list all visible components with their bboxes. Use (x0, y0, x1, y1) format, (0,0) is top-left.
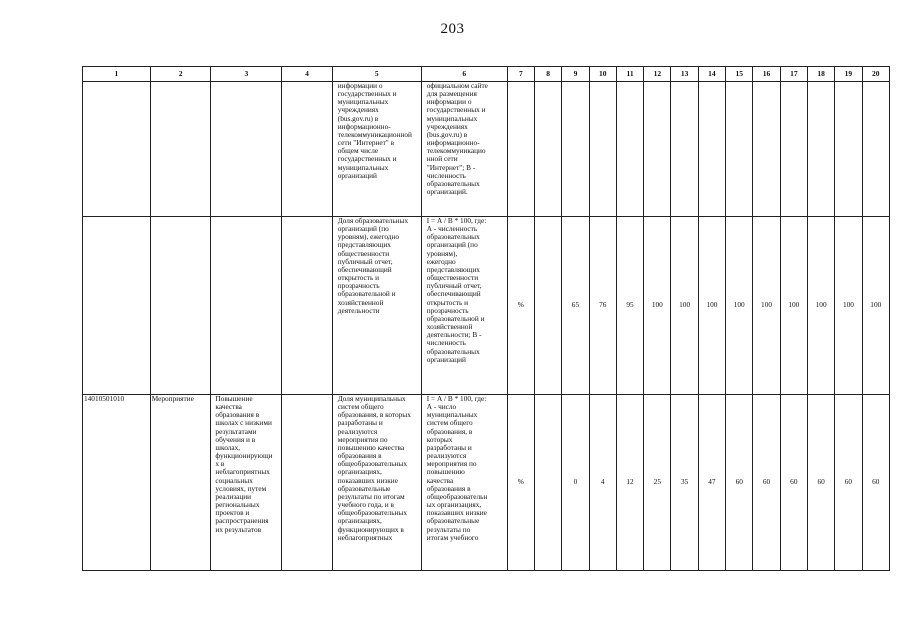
row-type (150, 82, 211, 217)
indicator-table (82, 66, 890, 571)
value-col-13 (671, 82, 698, 217)
indicator-formula-text: I = А / В * 100, где: А - численность образовательных организаций (по уровням), ежегодно представляющих общественности публичный отчет, обеспечивающий открытость и прозрачность образовательной и хозяйственной деятельности; В - численность образовательных организаций (426, 216, 487, 364)
row-activity-text: Повышение качества образования в школах с низкими результатами обучения и в школах, функционирующи х в неблагоприятных социальных условиях, путем реализации региональных проектов и распространения их результатов (215, 394, 273, 534)
column-number-17: 17 (780, 67, 807, 82)
column-number-4: 4 (282, 67, 333, 82)
value-col-9 (562, 82, 589, 217)
row-col4 (282, 82, 333, 217)
value-col-16 (753, 82, 780, 217)
row-col4 (282, 395, 333, 571)
column-number-11: 11 (616, 67, 643, 82)
column-number-15: 15 (726, 67, 753, 82)
table-row (83, 395, 890, 571)
value-col-16: 60 (753, 395, 780, 571)
row-code (83, 217, 151, 395)
table-row (83, 82, 890, 217)
column-number-16: 16 (753, 67, 780, 82)
value-col-15: 60 (726, 395, 753, 571)
value-col-14 (698, 82, 725, 217)
value-col-12 (644, 82, 671, 217)
value-col-9: 0 (562, 395, 589, 571)
value-col-20: 100 (862, 217, 889, 395)
indicator-name (332, 217, 421, 395)
row-code: 14010501010 (83, 395, 151, 571)
page-number: 203 (440, 21, 465, 37)
indicator-name (332, 82, 421, 217)
value-col-10: 4 (589, 395, 616, 571)
row-col4 (282, 217, 333, 395)
value-col-18: 60 (807, 395, 834, 571)
value-col-8 (535, 82, 562, 217)
value-col-11: 12 (616, 395, 643, 571)
table-row (83, 217, 890, 395)
row-type (150, 217, 211, 395)
column-number-20: 20 (862, 67, 889, 82)
value-col-16: 100 (753, 217, 780, 395)
indicator-name (332, 395, 421, 571)
column-number-7: 7 (507, 67, 534, 82)
value-col-15 (726, 82, 753, 217)
value-col-11: 95 (616, 217, 643, 395)
header-row (83, 67, 890, 82)
row-type: Мероприятие (150, 395, 211, 571)
indicator-formula-text: официальном сайте для размещения информации о государственных и муниципальных учреждениях (bus.gov.ru) в информационно- телекоммуникацио нной сети "Интернет"; В - численность образовательных организаций. (426, 81, 488, 197)
value-col-18: 100 (807, 217, 834, 395)
column-number-9: 9 (562, 67, 589, 82)
row-code (83, 82, 151, 217)
column-number-12: 12 (644, 67, 671, 82)
value-col-19: 100 (835, 217, 862, 395)
value-col-18 (807, 82, 834, 217)
unit: % (507, 395, 534, 571)
indicator-name-text: Доля муниципальных систем общего образования, в которых разработаны и реализуются мероприятия по повышению качества образования в общеобразовательных организациях, показавших низкие образовательные результаты по итогам учебного года, и в общеобразовательных организациях, функционирующих в неблагоприятных (337, 394, 411, 542)
column-number-2: 2 (150, 67, 211, 82)
column-number-13: 13 (671, 67, 698, 82)
indicator-formula-text: I = А / В * 100, где: А - число муниципальных систем общего образования, в которых разработаны и реализуются мероприятия по повышению качества образования в общеобразовательн ых организациях, показавших низкие образовательные результаты по итогам учебного (426, 394, 488, 542)
column-number-8: 8 (535, 67, 562, 82)
value-col-10: 76 (589, 217, 616, 395)
indicator-name-text: информации о государственных и муниципальных учреждениях (bus.gov.ru) в информационно- телекоммуникационной сети "Интернет" в общем числе государственных и муниципальных организаций (337, 81, 412, 180)
value-col-17: 60 (780, 395, 807, 571)
value-col-12: 100 (644, 217, 671, 395)
value-col-14: 100 (698, 217, 725, 395)
column-number-6: 6 (421, 67, 507, 82)
indicator-formula (421, 217, 507, 395)
indicator-formula (421, 395, 507, 571)
row-activity (211, 82, 282, 217)
value-col-14: 47 (698, 395, 725, 571)
indicator-formula (421, 82, 507, 217)
column-number-14: 14 (698, 67, 725, 82)
value-col-13: 35 (671, 395, 698, 571)
value-col-17: 100 (780, 217, 807, 395)
column-number-3: 3 (211, 67, 282, 82)
value-col-19 (835, 82, 862, 217)
value-col-9: 65 (562, 217, 589, 395)
value-col-8 (535, 217, 562, 395)
value-col-20: 60 (862, 395, 889, 571)
value-col-11 (616, 82, 643, 217)
value-col-17 (780, 82, 807, 217)
value-col-8 (535, 395, 562, 571)
column-number-19: 19 (835, 67, 862, 82)
column-number-18: 18 (807, 67, 834, 82)
value-col-19: 60 (835, 395, 862, 571)
row-activity (211, 395, 282, 571)
unit (507, 82, 534, 217)
value-col-13: 100 (671, 217, 698, 395)
value-col-10 (589, 82, 616, 217)
value-col-20 (862, 82, 889, 217)
column-number-5: 5 (332, 67, 421, 82)
unit: % (507, 217, 534, 395)
column-number-10: 10 (589, 67, 616, 82)
row-activity (211, 217, 282, 395)
value-col-15: 100 (726, 217, 753, 395)
value-col-12: 25 (644, 395, 671, 571)
column-number-1: 1 (83, 67, 151, 82)
indicator-name-text: Доля образовательных организаций (по уровням), ежегодно представляющих общественности публичный отчет, обеспечивающий открытость и прозрачность образовательной и хозяйственной деятельности (337, 216, 409, 315)
